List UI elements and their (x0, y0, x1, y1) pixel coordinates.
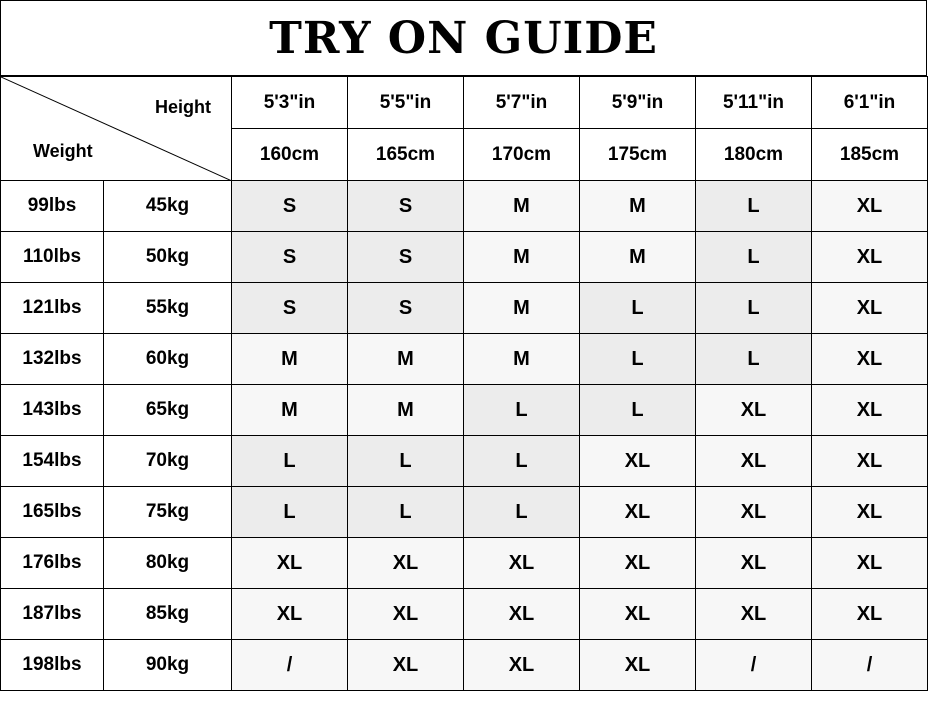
size-cell: XL (580, 487, 696, 538)
height-in-header: 5'11"in (696, 77, 812, 129)
header-row-inches (1, 77, 928, 129)
size-cell: XL (812, 385, 928, 436)
size-cell: L (580, 283, 696, 334)
weight-kg-cell: 70kg (104, 436, 232, 487)
size-cell: XL (696, 589, 812, 640)
height-cm-header: 185cm (812, 129, 928, 181)
size-cell: L (464, 385, 580, 436)
table-row (1, 181, 928, 232)
size-cell: M (580, 232, 696, 283)
height-cm-header: 175cm (580, 129, 696, 181)
weight-lbs-cell: 154lbs (1, 436, 104, 487)
weight-lbs-cell: 198lbs (1, 640, 104, 691)
size-cell: XL (580, 538, 696, 589)
page-title: TRY ON GUIDE (269, 12, 658, 64)
height-in-header: 5'5"in (348, 77, 464, 129)
height-in-header: 6'1"in (812, 77, 928, 129)
size-cell: L (696, 232, 812, 283)
size-cell: M (464, 181, 580, 232)
size-cell: L (232, 487, 348, 538)
size-cell: M (464, 283, 580, 334)
height-cm-header: 165cm (348, 129, 464, 181)
table-row (1, 487, 928, 538)
table-row (1, 232, 928, 283)
table-row (1, 385, 928, 436)
weight-lbs-cell: 121lbs (1, 283, 104, 334)
size-cell: XL (812, 487, 928, 538)
weight-kg-cell: 75kg (104, 487, 232, 538)
height-cm-header: 170cm (464, 129, 580, 181)
weight-lbs-cell: 187lbs (1, 589, 104, 640)
size-cell: XL (696, 436, 812, 487)
weight-lbs-cell: 99lbs (1, 181, 104, 232)
table-row (1, 538, 928, 589)
table-row (1, 436, 928, 487)
size-cell: / (812, 640, 928, 691)
weight-kg-cell: 60kg (104, 334, 232, 385)
weight-kg-cell: 80kg (104, 538, 232, 589)
height-in-header: 5'7"in (464, 77, 580, 129)
size-cell: L (232, 436, 348, 487)
weight-kg-cell: 90kg (104, 640, 232, 691)
diagonal-divider (1, 77, 232, 181)
weight-lbs-cell: 110lbs (1, 232, 104, 283)
size-cell: / (696, 640, 812, 691)
table-row (1, 283, 928, 334)
size-cell: XL (580, 640, 696, 691)
height-axis-label: Height (155, 97, 211, 117)
weight-kg-cell: 85kg (104, 589, 232, 640)
table-row (1, 640, 928, 691)
size-cell: L (464, 487, 580, 538)
size-cell: L (580, 334, 696, 385)
size-cell: L (348, 436, 464, 487)
size-cell: M (464, 334, 580, 385)
size-cell: XL (696, 385, 812, 436)
size-guide-table (0, 76, 928, 691)
size-cell: XL (464, 538, 580, 589)
weight-kg-cell: 65kg (104, 385, 232, 436)
table-row (1, 334, 928, 385)
size-cell: XL (348, 640, 464, 691)
size-cell: L (348, 487, 464, 538)
size-cell: XL (348, 589, 464, 640)
size-cell: L (464, 436, 580, 487)
weight-kg-cell: 50kg (104, 232, 232, 283)
size-cell: XL (464, 640, 580, 691)
size-cell: XL (812, 181, 928, 232)
size-cell: M (464, 232, 580, 283)
weight-lbs-cell: 176lbs (1, 538, 104, 589)
size-cell: M (232, 385, 348, 436)
weight-lbs-cell: 132lbs (1, 334, 104, 385)
size-cell: M (348, 334, 464, 385)
size-cell: L (696, 283, 812, 334)
weight-kg-cell: 55kg (104, 283, 232, 334)
weight-axis-label: Weight (33, 141, 93, 161)
size-cell: S (232, 232, 348, 283)
size-cell: XL (812, 538, 928, 589)
size-cell: XL (464, 589, 580, 640)
size-cell: XL (812, 232, 928, 283)
size-cell: L (696, 181, 812, 232)
weight-lbs-cell: 165lbs (1, 487, 104, 538)
height-cm-header: 160cm (232, 129, 348, 181)
size-cell: S (232, 181, 348, 232)
size-cell: S (348, 283, 464, 334)
size-cell: XL (812, 436, 928, 487)
size-cell: XL (812, 589, 928, 640)
size-cell: XL (696, 487, 812, 538)
weight-lbs-cell: 143lbs (1, 385, 104, 436)
height-cm-header: 180cm (696, 129, 812, 181)
title-banner (0, 0, 927, 76)
size-cell: L (696, 334, 812, 385)
weight-kg-cell: 45kg (104, 181, 232, 232)
size-cell: / (232, 640, 348, 691)
corner-header-cell (1, 77, 232, 181)
size-cell: XL (580, 436, 696, 487)
size-cell: M (580, 181, 696, 232)
size-cell: L (580, 385, 696, 436)
size-cell: XL (348, 538, 464, 589)
size-cell: XL (232, 589, 348, 640)
size-cell: XL (812, 334, 928, 385)
size-cell: XL (696, 538, 812, 589)
table-row (1, 589, 928, 640)
height-in-header: 5'3"in (232, 77, 348, 129)
size-cell: XL (580, 589, 696, 640)
size-cell: XL (232, 538, 348, 589)
size-cell: M (348, 385, 464, 436)
size-cell: S (232, 283, 348, 334)
height-in-header: 5'9"in (580, 77, 696, 129)
size-cell: S (348, 181, 464, 232)
size-cell: XL (812, 283, 928, 334)
size-cell: M (232, 334, 348, 385)
size-cell: S (348, 232, 464, 283)
